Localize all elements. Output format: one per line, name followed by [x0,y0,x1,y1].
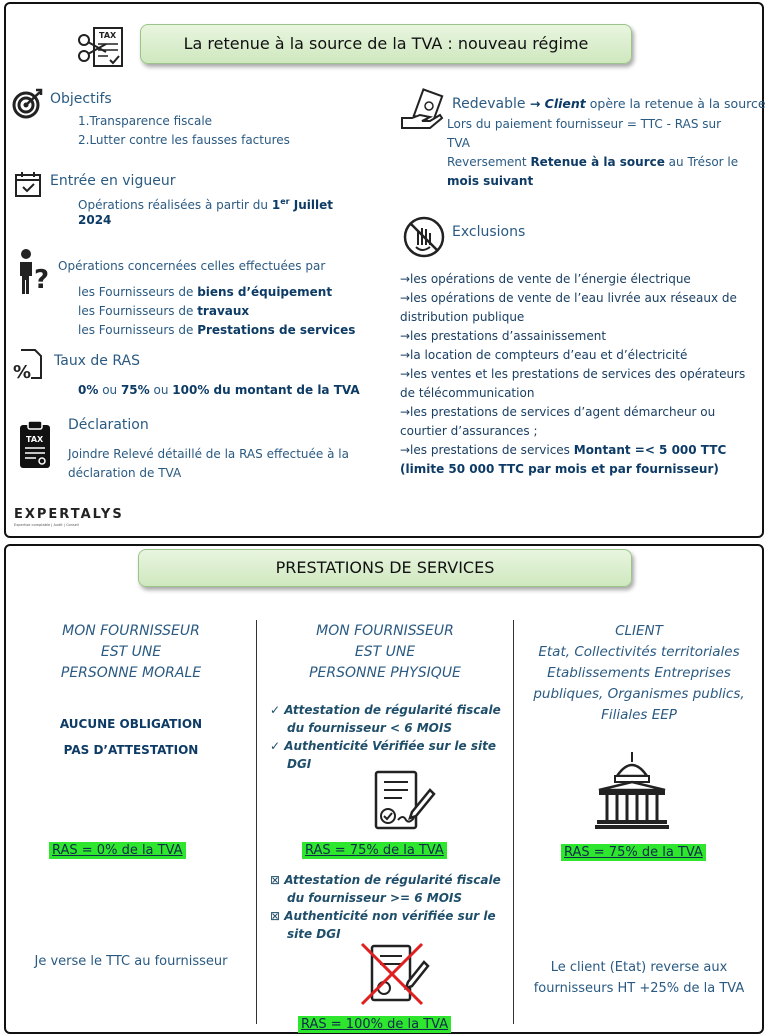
col2-invalid-2-text: Authenticité non vérifiée sur le [284,909,496,923]
bottom-title-banner [138,549,632,587]
tax-form-icon [76,26,126,70]
redevable-rest: opère la retenue à la source [585,96,766,111]
tax-clipboard-icon [18,420,52,470]
taux-100: 100% du montant de la TVA [172,383,360,397]
objectif-item-1: 1.Transparence fiscale [78,114,213,128]
exclusion-line: →les prestations de services d’agent démarcheur ou [400,405,716,419]
col2-invalid-1-text: Attestation de régularité fiscale [284,873,501,887]
logo-tagline: Expertise comptable | Audit | Conseil [14,523,79,527]
crossed-document-icon [360,942,432,1006]
expertalys-logo [14,507,124,527]
col3-ras-badge: RAS = 75% de la TVA [561,844,706,861]
declaration-line-1: Joindre Relevé détaillé de la RAS effectuée à la [68,447,349,461]
col3-reverse [514,957,764,999]
col3-heading-3: Etablissements Entreprises [547,665,731,681]
col2-condition-2-cont: DGI [287,757,312,771]
redevable-line-4-post: au Trésor le [664,155,739,169]
exclusion-line: →les ventes et les prestations de services des opérateurs [400,367,746,381]
col2-heading-2: EST UNE [354,644,416,660]
col3-reverse-1: Le client (Etat) reverse aux [550,960,728,975]
operations-prefix-1: les Fournisseurs de [78,285,198,299]
col2-condition-2 [270,737,506,755]
exclusion-line: →les opérations de vente de l’eau livrée aux réseaux de [400,291,737,305]
percent-doc-icon [13,348,43,382]
vigueur-sup: er [280,197,290,206]
vigueur-line-1-text: Opérations réalisées à partir du [78,198,272,212]
col2-heading-3: PERSONNE PHYSIQUE [309,665,461,681]
exclusion-line: →les opérations de vente de l’énergie électrique [400,272,691,286]
target-icon [12,88,44,120]
col2-ras-badge-100: RAS = 100% de la TVA [298,1016,451,1033]
redevable-line-4-pre: Reversement [447,155,531,169]
redevable-arrow: → [525,96,545,111]
redevable-line-4-bold: Retenue à la source [530,155,665,169]
svg-text:%: % [13,362,32,382]
redevable-line-1 [452,94,766,114]
operations-travaux: travaux [197,304,250,318]
exclusion-limit: (limite 50 000 TTC par mois et par fournisseur) [400,462,719,476]
redevable-line-3: TVA [447,136,470,150]
col2-invalid-1-cont: du fournisseur >= 6 MOIS [287,891,463,905]
crossed-box-icon: ⊠ [270,909,281,923]
top-title-banner [140,24,632,64]
objectifs-heading: Objectifs [50,91,112,107]
col2-invalid-1 [270,871,506,889]
col1-obligation-1: AUCUNE OBLIGATION [59,717,203,731]
svg-text:?: ? [34,265,50,295]
svg-text:TAX: TAX [26,435,44,444]
exclusion-line: →la location de compteurs d’eau et d’électricité [400,348,688,362]
calendar-icon [14,170,42,198]
redevable-line-5: mois suivant [447,174,534,188]
col2-conditions-valid [270,701,506,773]
exclusion-last-pre: →les prestations de services [400,443,574,457]
vigueur-heading: Entrée en vigueur [50,173,176,189]
redevable-heading: Redevable [452,96,526,112]
declaration-line-2: déclaration de TVA [68,466,182,480]
taux-ou-1: ou [98,383,121,397]
operations-item-2 [78,302,249,321]
col2-condition-2-text: Authenticité Vérifiée sur le site [284,739,496,753]
col2-ras-badge-75: RAS = 75% de la TVA [302,842,447,859]
col1-heading-1: MON FOURNISSEUR [62,623,200,639]
signed-document-icon [372,770,436,832]
exclusions-list [400,270,750,479]
col1-obligations [6,711,256,763]
col3-heading [514,621,764,726]
government-building-icon [595,750,669,830]
taux-75: 75% [120,383,150,397]
taux-values [78,381,360,400]
col2-heading-1: MON FOURNISSEUR [316,623,454,639]
exclusion-line: de télécommunication [400,386,535,400]
money-hand-icon [400,88,446,132]
col3-heading-2: Etat, Collectivités territoriales [538,644,740,660]
operations-prestations: Prestations de services [197,323,356,337]
col1-heading [6,621,256,684]
svg-text:TAX: TAX [99,31,117,40]
col1-verse: Je verse le TTC au fournisseur [34,954,228,969]
operations-prefix-2: les Fournisseurs de [78,304,198,318]
crossed-box-icon: ⊠ [270,873,281,887]
check-icon: ✓ [270,703,281,717]
col2-condition-1 [270,701,506,719]
vigueur-month: Juillet [289,198,333,212]
person-question-icon [16,248,50,296]
col3-heading-1: CLIENT [615,623,663,639]
col2-condition-1-cont: du fournisseur < 6 MOIS [287,721,452,735]
bottom-title: PRESTATIONS DE SERVICES [275,558,495,577]
exclusion-line: courtier d’assurances ; [400,424,538,438]
col2-heading [257,621,513,684]
operations-item-1 [78,283,332,302]
vigueur-line-1 [78,192,333,215]
taux-heading: Taux de RAS [54,353,140,369]
operations-prefix-3: les Fournisseurs de [78,323,198,337]
col2-condition-1-text: Attestation de régularité fiscale [284,703,501,717]
exclusion-line: →les prestations d’assainissement [400,329,607,343]
redevable-client: Client [544,96,586,111]
taux-0: 0% [78,383,99,397]
redevable-line-2: Lors du paiement fournisseur = TTC - RAS sur [447,117,722,131]
col3-heading-4: publiques, Organismes publics, [533,686,745,702]
vigueur-day: 1 [271,198,281,212]
exclusion-line-last [400,441,750,460]
check-icon: ✓ [270,739,281,753]
col1-ras-badge: RAS = 0% de la TVA [49,842,186,859]
operations-item-3 [78,321,355,340]
exclusions-heading: Exclusions [452,224,526,240]
col3-reverse-2: fournisseurs HT +25% de la TVA [533,981,745,996]
operations-biens: biens d’équipement [197,285,333,299]
declaration-heading: Déclaration [68,417,149,433]
operations-heading: Opérations concernées celles effectuées par [58,259,326,273]
exclusion-line: distribution publique [400,310,525,324]
col2-invalid-2-cont: site DGI [287,927,341,941]
logo-name: EXPERTALYS [14,507,124,522]
col2-invalid-2 [270,907,506,925]
col1-obligation-2: PAS D’ATTESTATION [63,743,199,757]
taux-ou-2: ou [149,383,173,397]
vigueur-year: 2024 [78,213,112,227]
exclusion-last-bold: Montant =< 5 000 TTC [573,443,727,457]
col1-heading-3: PERSONNE MORALE [60,665,202,681]
page-title: La retenue à la source de la TVA : nouveau régime [183,34,589,53]
col1-heading-2: EST UNE [100,644,162,660]
col2-conditions-invalid [270,871,506,943]
redevable-line-4 [447,153,738,172]
no-hand-icon [402,215,446,259]
col3-heading-5: Filiales EEP [601,707,677,723]
objectif-item-2: 2.Lutter contre les fausses factures [78,133,290,147]
